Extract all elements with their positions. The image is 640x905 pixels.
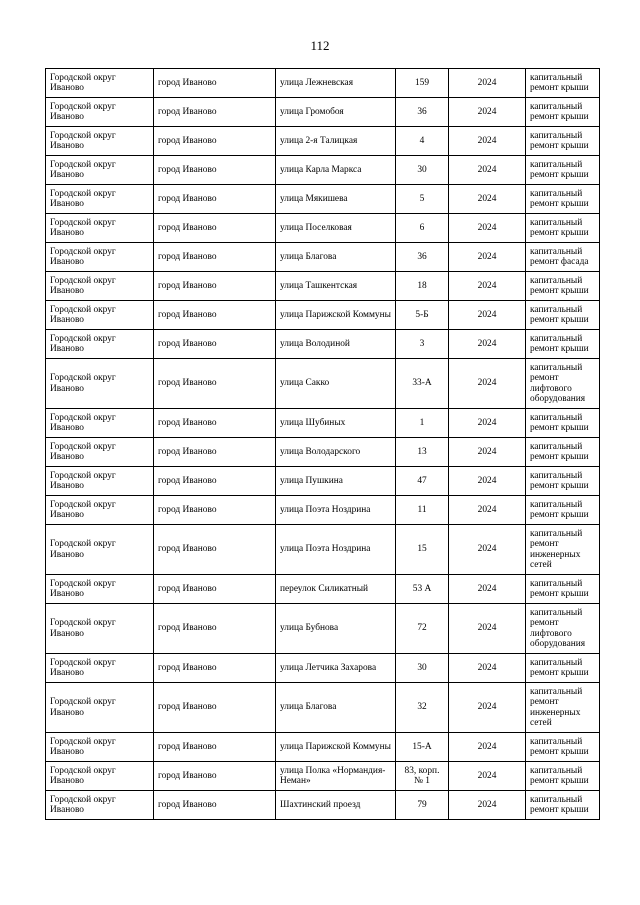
city-cell: город Иваново: [154, 272, 276, 301]
year-cell: 2024: [449, 301, 526, 330]
district-cell: Городской округ Иваново: [46, 272, 154, 301]
city-cell: город Иваново: [154, 98, 276, 127]
registry-table: [45, 68, 600, 820]
year-cell: 2024: [449, 185, 526, 214]
work-type-cell: капитальный ремонт крыши: [526, 214, 600, 243]
work-type-cell: капитальный ремонт лифтового оборудования: [526, 359, 600, 409]
house-number-cell: 5-Б: [396, 301, 449, 330]
table-row: [46, 185, 600, 214]
house-number-cell: 1: [396, 409, 449, 438]
district-cell: Городской округ Иваново: [46, 604, 154, 654]
house-number-cell: 11: [396, 496, 449, 525]
year-cell: 2024: [449, 98, 526, 127]
street-cell: Шахтинский проезд: [276, 791, 396, 820]
work-type-cell: капитальный ремонт крыши: [526, 330, 600, 359]
city-cell: город Иваново: [154, 762, 276, 791]
district-cell: Городской округ Иваново: [46, 733, 154, 762]
table-row: [46, 272, 600, 301]
work-type-cell: капитальный ремонт крыши: [526, 467, 600, 496]
street-cell: улица Бубнова: [276, 604, 396, 654]
city-cell: город Иваново: [154, 683, 276, 733]
table-row: [46, 69, 600, 98]
work-type-cell: капитальный ремонт крыши: [526, 762, 600, 791]
district-cell: Городской округ Иваново: [46, 359, 154, 409]
year-cell: 2024: [449, 604, 526, 654]
table-row: [46, 127, 600, 156]
city-cell: город Иваново: [154, 604, 276, 654]
house-number-cell: 18: [396, 272, 449, 301]
city-cell: город Иваново: [154, 575, 276, 604]
city-cell: город Иваново: [154, 359, 276, 409]
year-cell: 2024: [449, 496, 526, 525]
city-cell: город Иваново: [154, 496, 276, 525]
table-row: [46, 496, 600, 525]
city-cell: город Иваново: [154, 69, 276, 98]
house-number-cell: 6: [396, 214, 449, 243]
house-number-cell: 33-А: [396, 359, 449, 409]
year-cell: 2024: [449, 156, 526, 185]
year-cell: 2024: [449, 438, 526, 467]
table-row: [46, 330, 600, 359]
city-cell: город Иваново: [154, 409, 276, 438]
house-number-cell: 83, корп. № 1: [396, 762, 449, 791]
year-cell: 2024: [449, 467, 526, 496]
district-cell: Городской округ Иваново: [46, 438, 154, 467]
street-cell: улица Сакко: [276, 359, 396, 409]
street-cell: улица Благова: [276, 243, 396, 272]
district-cell: Городской округ Иваново: [46, 127, 154, 156]
house-number-cell: 30: [396, 156, 449, 185]
street-cell: улица Шубиных: [276, 409, 396, 438]
district-cell: Городской округ Иваново: [46, 243, 154, 272]
street-cell: улица Благова: [276, 683, 396, 733]
year-cell: 2024: [449, 330, 526, 359]
registry-rows: [46, 69, 600, 820]
city-cell: город Иваново: [154, 243, 276, 272]
year-cell: 2024: [449, 683, 526, 733]
district-cell: Городской округ Иваново: [46, 301, 154, 330]
table-row: [46, 438, 600, 467]
work-type-cell: капитальный ремонт крыши: [526, 301, 600, 330]
house-number-cell: 5: [396, 185, 449, 214]
work-type-cell: капитальный ремонт крыши: [526, 127, 600, 156]
district-cell: Городской округ Иваново: [46, 762, 154, 791]
house-number-cell: 47: [396, 467, 449, 496]
city-cell: город Иваново: [154, 467, 276, 496]
table-row: [46, 575, 600, 604]
table-row: [46, 301, 600, 330]
street-cell: переулок Силикатный: [276, 575, 396, 604]
year-cell: 2024: [449, 127, 526, 156]
city-cell: город Иваново: [154, 791, 276, 820]
district-cell: Городской округ Иваново: [46, 683, 154, 733]
house-number-cell: 15: [396, 525, 449, 575]
work-type-cell: капитальный ремонт инженерных сетей: [526, 683, 600, 733]
year-cell: 2024: [449, 762, 526, 791]
street-cell: улица Володарского: [276, 438, 396, 467]
table-row: [46, 733, 600, 762]
work-type-cell: капитальный ремонт крыши: [526, 272, 600, 301]
city-cell: город Иваново: [154, 301, 276, 330]
city-cell: город Иваново: [154, 127, 276, 156]
work-type-cell: капитальный ремонт лифтового оборудования: [526, 604, 600, 654]
table-row: [46, 214, 600, 243]
table-row: [46, 467, 600, 496]
city-cell: город Иваново: [154, 156, 276, 185]
street-cell: улица Полка «Нормандия-Неман»: [276, 762, 396, 791]
street-cell: улица Лежневская: [276, 69, 396, 98]
house-number-cell: 79: [396, 791, 449, 820]
year-cell: 2024: [449, 214, 526, 243]
year-cell: 2024: [449, 525, 526, 575]
year-cell: 2024: [449, 654, 526, 683]
work-type-cell: капитальный ремонт крыши: [526, 156, 600, 185]
city-cell: город Иваново: [154, 438, 276, 467]
street-cell: улица Ташкентская: [276, 272, 396, 301]
house-number-cell: 3: [396, 330, 449, 359]
work-type-cell: капитальный ремонт крыши: [526, 409, 600, 438]
district-cell: Городской округ Иваново: [46, 467, 154, 496]
table-row: [46, 98, 600, 127]
street-cell: улица Парижской Коммуны: [276, 301, 396, 330]
year-cell: 2024: [449, 243, 526, 272]
city-cell: город Иваново: [154, 525, 276, 575]
work-type-cell: капитальный ремонт крыши: [526, 185, 600, 214]
table-row: [46, 762, 600, 791]
house-number-cell: 36: [396, 98, 449, 127]
table-row: [46, 243, 600, 272]
district-cell: Городской округ Иваново: [46, 654, 154, 683]
district-cell: Городской округ Иваново: [46, 496, 154, 525]
work-type-cell: капитальный ремонт крыши: [526, 733, 600, 762]
street-cell: улица Поселковая: [276, 214, 396, 243]
city-cell: город Иваново: [154, 185, 276, 214]
table-row: [46, 683, 600, 733]
page-number: 112: [310, 38, 330, 53]
year-cell: 2024: [449, 359, 526, 409]
city-cell: город Иваново: [154, 733, 276, 762]
street-cell: улица Мякишева: [276, 185, 396, 214]
table-row: [46, 525, 600, 575]
district-cell: Городской округ Иваново: [46, 214, 154, 243]
year-cell: 2024: [449, 791, 526, 820]
district-cell: Городской округ Иваново: [46, 69, 154, 98]
house-number-cell: 72: [396, 604, 449, 654]
work-type-cell: капитальный ремонт крыши: [526, 496, 600, 525]
street-cell: улица Карла Маркса: [276, 156, 396, 185]
work-type-cell: капитальный ремонт крыши: [526, 575, 600, 604]
work-type-cell: капитальный ремонт крыши: [526, 654, 600, 683]
district-cell: Городской округ Иваново: [46, 185, 154, 214]
street-cell: улица Поэта Ноздрина: [276, 525, 396, 575]
table-row: [46, 791, 600, 820]
table-row: [46, 156, 600, 185]
table-row: [46, 654, 600, 683]
street-cell: улица Поэта Ноздрина: [276, 496, 396, 525]
table-row: [46, 409, 600, 438]
city-cell: город Иваново: [154, 654, 276, 683]
street-cell: улица Летчика Захарова: [276, 654, 396, 683]
district-cell: Городской округ Иваново: [46, 791, 154, 820]
house-number-cell: 15-А: [396, 733, 449, 762]
work-type-cell: капитальный ремонт крыши: [526, 791, 600, 820]
year-cell: 2024: [449, 272, 526, 301]
year-cell: 2024: [449, 409, 526, 438]
work-type-cell: капитальный ремонт крыши: [526, 69, 600, 98]
work-type-cell: капитальный ремонт фасада: [526, 243, 600, 272]
year-cell: 2024: [449, 69, 526, 98]
house-number-cell: 30: [396, 654, 449, 683]
district-cell: Городской округ Иваново: [46, 330, 154, 359]
district-cell: Городской округ Иваново: [46, 156, 154, 185]
street-cell: улица Парижской Коммуны: [276, 733, 396, 762]
house-number-cell: 32: [396, 683, 449, 733]
table-row: [46, 359, 600, 409]
work-type-cell: капитальный ремонт крыши: [526, 98, 600, 127]
house-number-cell: 13: [396, 438, 449, 467]
city-cell: город Иваново: [154, 330, 276, 359]
district-cell: Городской округ Иваново: [46, 98, 154, 127]
street-cell: улица Громобоя: [276, 98, 396, 127]
work-type-cell: капитальный ремонт инженерных сетей: [526, 525, 600, 575]
house-number-cell: 53 А: [396, 575, 449, 604]
year-cell: 2024: [449, 575, 526, 604]
house-number-cell: 159: [396, 69, 449, 98]
street-cell: улица Володиной: [276, 330, 396, 359]
city-cell: город Иваново: [154, 214, 276, 243]
district-cell: Городской округ Иваново: [46, 409, 154, 438]
house-number-cell: 4: [396, 127, 449, 156]
work-type-cell: капитальный ремонт крыши: [526, 438, 600, 467]
table-row: [46, 604, 600, 654]
house-number-cell: 36: [396, 243, 449, 272]
district-cell: Городской округ Иваново: [46, 525, 154, 575]
year-cell: 2024: [449, 733, 526, 762]
street-cell: улица Пушкина: [276, 467, 396, 496]
street-cell: улица 2-я Талицкая: [276, 127, 396, 156]
district-cell: Городской округ Иваново: [46, 575, 154, 604]
